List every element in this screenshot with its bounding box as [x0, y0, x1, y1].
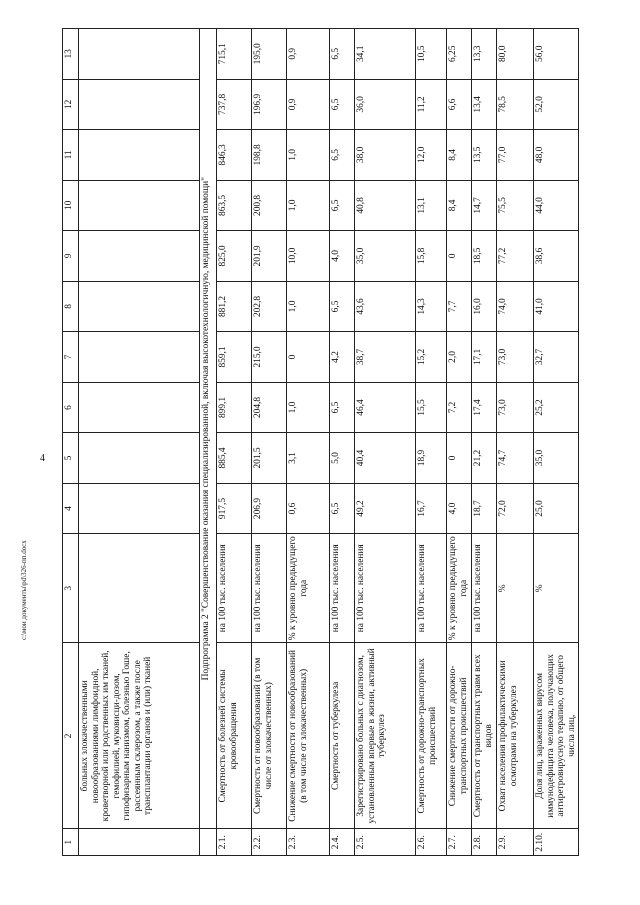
value-cell: 0,9 — [287, 29, 330, 80]
value-cell: 13,1 — [416, 180, 447, 231]
value-cell: 846,3 — [217, 130, 252, 181]
value-cell: 7,7 — [447, 281, 472, 332]
value-cell: 15,2 — [416, 332, 447, 383]
header-cell: 9 — [63, 231, 79, 282]
table-row — [416, 29, 447, 856]
table-row — [287, 29, 330, 856]
indicator-name: Снижение смертности от дорожно-транспортных происшествий — [447, 643, 472, 829]
value-cell: 46,4 — [355, 382, 416, 433]
row-number: 2.9. — [497, 829, 534, 856]
indicator-name: Смертность от новообразований (в том числе от злокачественных) — [252, 643, 287, 829]
value-cell: 17,1 — [472, 332, 497, 383]
unit-cell: % — [534, 534, 579, 643]
value-cell: 201,5 — [252, 433, 287, 484]
row-number: 2.4. — [330, 829, 355, 856]
value-cell: 6,5 — [330, 180, 355, 231]
value-cell: 715,1 — [217, 29, 252, 80]
unit-cell: % к уровню предыдущего года — [287, 534, 330, 643]
value-cell: 13,4 — [472, 79, 497, 130]
value-cell: 74,0 — [497, 281, 534, 332]
header-cell: 8 — [63, 281, 79, 332]
value-cell: 6,5 — [330, 29, 355, 80]
value-cell: 35,0 — [355, 231, 416, 282]
value-cell: 80,0 — [497, 29, 534, 80]
value-cell: 14,7 — [472, 180, 497, 231]
value-cell: 38,0 — [355, 130, 416, 181]
value-cell: 1,0 — [287, 180, 330, 231]
row-number: 2.1. — [217, 829, 252, 856]
value-cell: 5,0 — [330, 433, 355, 484]
value-cell: 78,5 — [497, 79, 534, 130]
indicators-table — [62, 28, 579, 856]
table-row — [534, 29, 579, 856]
subprogram-row — [200, 29, 217, 856]
value-cell: 206,9 — [252, 483, 287, 534]
unit-cell: на 100 тыс. населения — [472, 534, 497, 643]
value-cell: 899,1 — [217, 382, 252, 433]
indicator-name: Снижение смертности от новообразований (в том числе от злокачественных) — [287, 643, 330, 829]
value-cell: 10,5 — [416, 29, 447, 80]
value-cell: 885,4 — [217, 433, 252, 484]
indicator-name: Смертность от болезней системы кровообращения — [217, 643, 252, 829]
unit-cell: на 100 тыс. населения — [217, 534, 252, 643]
header-row — [63, 29, 79, 856]
value-cell: 1,0 — [287, 281, 330, 332]
value-cell: 75,5 — [497, 180, 534, 231]
row-number: 2.3. — [287, 829, 330, 856]
unit-cell: на 100 тыс. населения — [416, 534, 447, 643]
value-cell: 4,2 — [330, 332, 355, 383]
value-cell: 40,8 — [355, 180, 416, 231]
header-cell: 7 — [63, 332, 79, 383]
value-cell: 2,0 — [447, 332, 472, 383]
value-cell: 15,8 — [416, 231, 447, 282]
value-cell: 3,1 — [287, 433, 330, 484]
value-cell: 0 — [287, 332, 330, 383]
indicator-name: Зарегистрировано больных с диагнозом, установленным впервые в жизни, активный туберкулез — [355, 643, 416, 829]
value-cell: 6,25 — [447, 29, 472, 80]
value-cell: 38,7 — [355, 332, 416, 383]
unit-cell: % к уровню предыдущего года — [447, 534, 472, 643]
value-cell: 1,0 — [287, 382, 330, 433]
value-cell: 32,7 — [534, 332, 579, 383]
indicator-name: Охват населения профилактическими осмотрами на туберкулез — [497, 643, 534, 829]
value-cell: 195,0 — [252, 29, 287, 80]
rotated-table-page — [62, 28, 590, 856]
indicator-name: Смертность от транспортных травм всех видов — [472, 643, 497, 829]
value-cell: 0 — [447, 433, 472, 484]
header-cell: 5 — [63, 433, 79, 484]
value-cell: 15,5 — [416, 382, 447, 433]
value-cell: 74,7 — [497, 433, 534, 484]
indicator-name: Доля лиц, зараженных вирусом иммунодефицита человека, получающих антиретровирусную терапию, от общего числа лиц, — [534, 643, 579, 829]
value-cell: 202,8 — [252, 281, 287, 332]
value-cell: 13,5 — [472, 130, 497, 181]
value-cell: 56,0 — [534, 29, 579, 80]
value-cell: 6,5 — [330, 130, 355, 181]
value-cell: 18,7 — [472, 483, 497, 534]
value-cell: 881,2 — [217, 281, 252, 332]
value-cell: 73,0 — [497, 332, 534, 383]
value-cell: 917,5 — [217, 483, 252, 534]
header-cell: 6 — [63, 382, 79, 433]
value-cell: 0,6 — [287, 483, 330, 534]
carry-over-text: больных злокачественными новообразованиями лимфоидной, кроветворной или родственных им тканей, гемофилией, муковисци-дозом, гипофизарным нанизмом, болезнью Гоше, рассеянным склерозом, а также после трансплантации органов и (или) тканей — [79, 643, 200, 829]
value-cell: 6,5 — [330, 79, 355, 130]
value-cell: 16,7 — [416, 483, 447, 534]
row-number: 2.6. — [416, 829, 447, 856]
value-cell: 0,9 — [287, 79, 330, 130]
value-cell: 18,5 — [472, 231, 497, 282]
value-cell: 35,0 — [534, 433, 579, 484]
value-cell: 0 — [447, 231, 472, 282]
table-row — [252, 29, 287, 856]
value-cell: 43,6 — [355, 281, 416, 332]
value-cell: 4,0 — [447, 483, 472, 534]
header-cell: 10 — [63, 180, 79, 231]
footer-path: c:\мои документы\pd\326-пп.docx — [20, 540, 28, 640]
header-cell: 4 — [63, 483, 79, 534]
unit-cell: на 100 тыс. населения — [252, 534, 287, 643]
value-cell: 8,4 — [447, 130, 472, 181]
value-cell: 6,6 — [447, 79, 472, 130]
value-cell: 77,0 — [497, 130, 534, 181]
value-cell: 12,0 — [416, 130, 447, 181]
value-cell: 4,0 — [330, 231, 355, 282]
value-cell: 38,6 — [534, 231, 579, 282]
value-cell: 18,9 — [416, 433, 447, 484]
value-cell: 204,8 — [252, 382, 287, 433]
value-cell: 77,2 — [497, 231, 534, 282]
value-cell: 863,5 — [217, 180, 252, 231]
value-cell: 8,4 — [447, 180, 472, 231]
row-number: 2.5. — [355, 829, 416, 856]
value-cell: 14,3 — [416, 281, 447, 332]
value-cell: 200,8 — [252, 180, 287, 231]
value-cell: 1,0 — [287, 130, 330, 181]
value-cell: 21,2 — [472, 433, 497, 484]
value-cell: 52,0 — [534, 79, 579, 130]
value-cell: 72,0 — [497, 483, 534, 534]
value-cell: 201,9 — [252, 231, 287, 282]
row-number: 2.2. — [252, 829, 287, 856]
row-number: 2.8. — [472, 829, 497, 856]
value-cell: 73,0 — [497, 382, 534, 433]
row-number: 2.7. — [447, 829, 472, 856]
unit-cell: на 100 тыс. населения — [330, 534, 355, 643]
carry-over-row — [79, 29, 200, 856]
value-cell: 41,0 — [534, 281, 579, 332]
value-cell: 825,0 — [217, 231, 252, 282]
header-cell: 11 — [63, 130, 79, 181]
value-cell: 13,3 — [472, 29, 497, 80]
table-row — [497, 29, 534, 856]
table-row — [447, 29, 472, 856]
table-row — [355, 29, 416, 856]
value-cell: 859,1 — [217, 332, 252, 383]
value-cell: 49,2 — [355, 483, 416, 534]
value-cell: 11,2 — [416, 79, 447, 130]
value-cell: 6,5 — [330, 382, 355, 433]
header-cell: 1 — [63, 829, 79, 856]
header-cell: 2 — [63, 643, 79, 829]
value-cell: 44,0 — [534, 180, 579, 231]
header-cell: 12 — [63, 79, 79, 130]
table-row — [472, 29, 497, 856]
value-cell: 6,5 — [330, 281, 355, 332]
value-cell: 36,0 — [355, 79, 416, 130]
value-cell: 215,0 — [252, 332, 287, 383]
value-cell: 34,1 — [355, 29, 416, 80]
unit-cell: на 100 тыс. населения — [355, 534, 416, 643]
table-row — [217, 29, 252, 856]
unit-cell: % — [497, 534, 534, 643]
value-cell: 7,2 — [447, 382, 472, 433]
row-number: 2.10. — [534, 829, 579, 856]
value-cell: 10,0 — [287, 231, 330, 282]
table-row — [330, 29, 355, 856]
value-cell: 17,4 — [472, 382, 497, 433]
indicator-name: Смертность от туберкулеза — [330, 643, 355, 829]
value-cell: 48,0 — [534, 130, 579, 181]
header-cell: 13 — [63, 29, 79, 80]
value-cell: 198,8 — [252, 130, 287, 181]
subprogram-title: Подпрограмма 2 "Совершенствование оказания специализированной, включая высокотехнологичную, медицинской помощи" — [200, 29, 217, 829]
value-cell: 6,5 — [330, 483, 355, 534]
indicator-name: Смертность от дорожно-транспортных происшествий — [416, 643, 447, 829]
value-cell: 25,2 — [534, 382, 579, 433]
page-number: 4 — [40, 453, 45, 464]
value-cell: 25,0 — [534, 483, 579, 534]
value-cell: 196,9 — [252, 79, 287, 130]
value-cell: 16,0 — [472, 281, 497, 332]
header-cell: 3 — [63, 534, 79, 643]
value-cell: 40,4 — [355, 433, 416, 484]
value-cell: 737,8 — [217, 79, 252, 130]
